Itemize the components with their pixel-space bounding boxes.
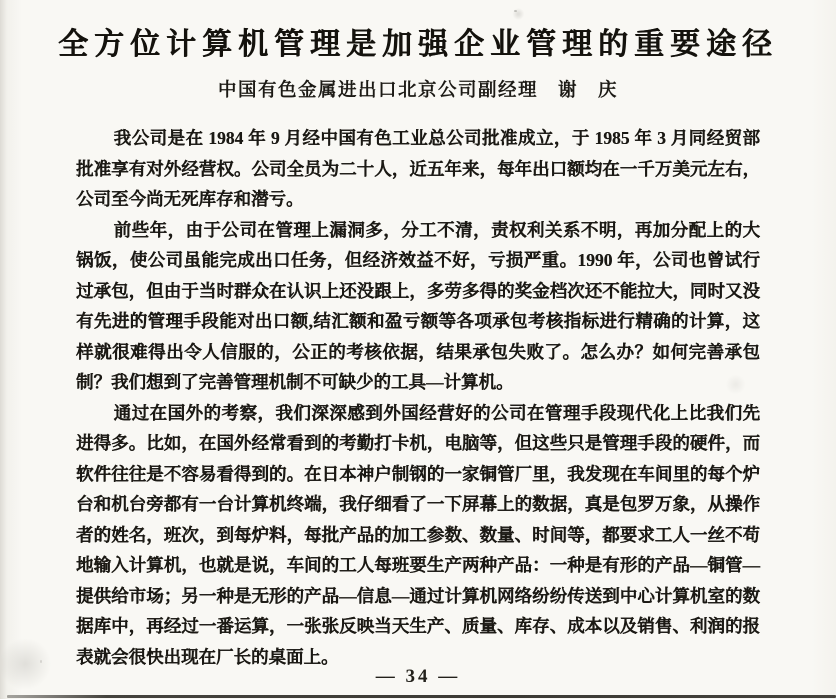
document-body <box>76 123 760 672</box>
paragraph-2: 前些年，由于公司在管理上漏洞多，分工不清，责权利关系不明，再加分配上的大锅饭，使公司虽能完成出口任务，但经济效益不好，亏损严重。1990 年，公司也曾试行过承包，但由于当时群众在认识上还没跟上，多劳多得的奖金档次还不能拉大，同时又没有先进的管理手段能对出口额,结汇额和盈亏额等各项承包考核指标进行精确的计算，这样就很难得出令人信服的，公正的考核依据，结果承包失败了。怎么办？如何完善承包制？我们想到了完善管理机制不可缺少的工具—计算机。 <box>76 219 760 392</box>
bottom-rule <box>7 695 836 698</box>
paragraph-3: 通过在国外的考察，我们深深感到外国经营好的公司在管理手段现代化上比我们先进得多。比如，在国外经常看到的考勤打卡机，电脑等，但这些只是管理手段的硬件，而软件往往是不容易看得到的。在日本神户制钢的一家铜管厂里，我发现在车间里的每个炉台和机台旁都有一台计算机终端，我仔细看了一下屏幕上的数据，真是包罗万象，从操作者的姓名，班次，到每炉料，每批产品的加工参数、数量、时间等，都要求工人一丝不苟地输入计算机，也就是说，车间的工人每班要生产两种产品：一种是有形的产品—铜管—提供给市场；另一种是无形的产品—信息—通过计算机网络纷纷传送到中心计算机室的数据库中，再经过一番运算，一张张反映当天生产、质量、库存、成本以及销售、利润的报表就会很快出现在厂长的桌面上。 <box>76 402 760 667</box>
scan-noise-speck <box>760 34 762 36</box>
scan-noise-speck <box>514 10 517 12</box>
document-title: 全方位计算机管理是加强企业管理的重要途径 <box>58 28 778 61</box>
page-number: — 34 — <box>375 666 461 687</box>
scan-noise-speck <box>40 660 42 663</box>
paragraph-1: 我公司是在 1984 年 9 月经中国有色工业总公司批准成立，于 1985 年 3 月同经贸部批准享有对外经营权。公司全员为二十人，近五年来，每年出口额均在一千万美元左右，公司至今尚无死库存和潜亏。 <box>76 128 760 209</box>
byline: 中国有色金属进出口北京公司副经理 谢 庆 <box>217 81 618 101</box>
